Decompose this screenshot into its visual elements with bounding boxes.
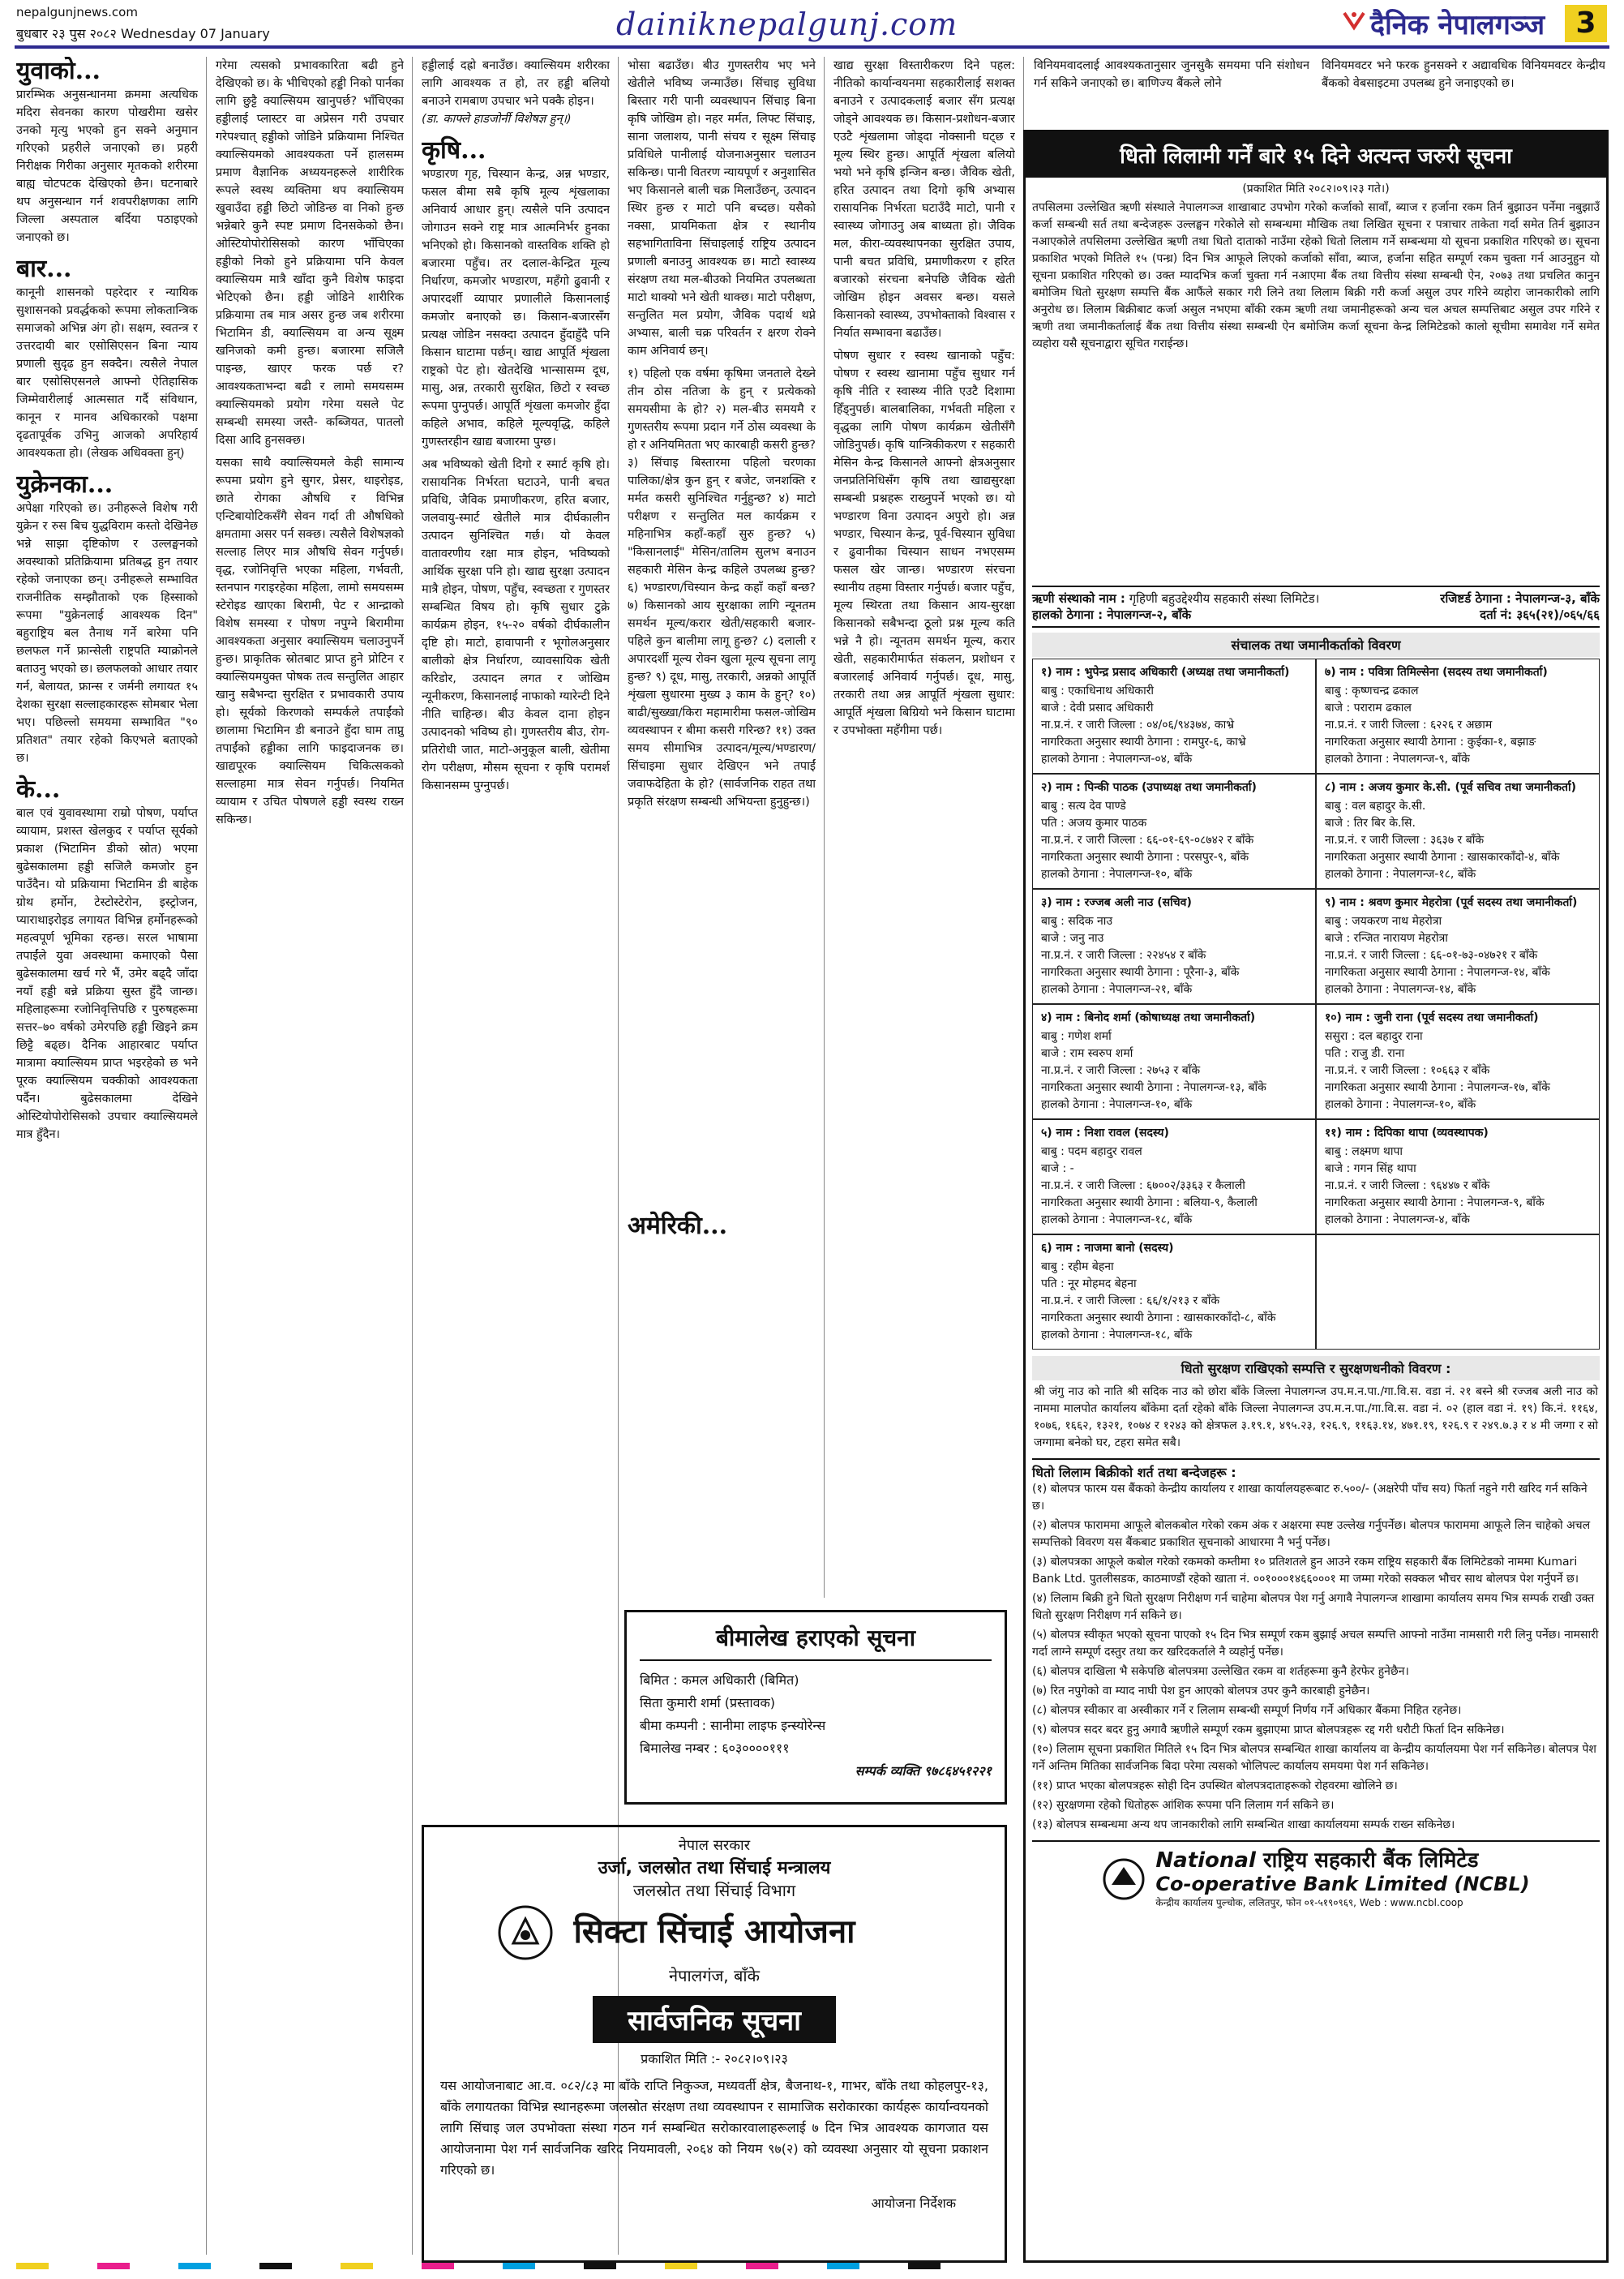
member-card <box>1316 774 1600 889</box>
article-text: अपेक्षा गरिएको छ। उनीहरूले विशेष गरी युक्रेन र रुस बिच युद्धविराम कस्तो देखिनेछ भन्ने साझा दृष्टिकोण र उल्लङ्घनको अवस्थाको प्रतिक्रियामा प्रतिबद्ध हुन तयार रहेको जनाएका छन्। उनीहरूले सम्भावित राजनीतिक सम्झौताको एक हिस्साको रूपमा "युक्रेनलाई आवश्यक दिन" बहुराष्ट्रिय बल तैनाथ गर्ने बारेमा पनि छलफल गर्ने फ्रान्सेली राष्ट्रपति म्याक्रोनले बताउनु भएको छ। छलफलको आधार तयार गर्न, बेलायत, फ्रान्स र जर्मनी लगायत १५ देशका सुरक्षा सल्लाहकारहरू सोमबार भेला भए। पछिल्लो समयमा सम्भावित "९० प्रतिशत" तयार रहेको किएभले बताएको छ। <box>16 502 198 765</box>
member-line: बाबु : पदम बहादुर रावल <box>1041 1145 1142 1158</box>
bank-logo-icon <box>1102 1857 1146 1901</box>
article-text: भण्डारण गृह, चिस्यान केन्द्र, अन्न भण्डार, फसल बीमा सबै कृषि मूल्य शृंखलाका अनिवार्य आधार हुन्। त्यसैले पनि उत्पादन जोगाउन सक्ने राष्ट्र मात्र आत्मनिर्भर हुनका भनिएको हो। किसानको वास्तविक शक्ति हो बजारमा पहुँच। तर दलाल-केन्द्रित मूल्य निर्धारण, कमजोर भण्डारण, महँगो ढुवानी र अपारदर्शी व्यापार प्रणालीले किसानलाई कमजोर बनाएको छ। किसान-बजारसँग प्रत्यक्ष जोडिन नसक्दा उत्पादन हुँदाहुँदै पनि किसान घाटामा पर्छन्। खाद्य आपूर्ति शृंखला राष्ट्रको पेट हो। खेतदेखि भान्सासम्म दूध, मासु, अन्न, तरकारी सुरक्षित, छिटो र स्वच्छ रूपमा पुग्नुपर्छ। आपूर्ति शृंखला कमजोर हुँदा कहिले अभाव, कहिले मूल्यवृद्धि, कहिले गुणस्तरहीन खाद्य बजारमा पुग्छ। <box>422 168 610 449</box>
member-line: ना.प्र.नं. र जारी जिल्ला : ३६३७ र बाँके <box>1325 834 1485 847</box>
column-divider <box>206 57 207 2255</box>
member-name: ९) नाम : श्रवण कुमार मेहरोत्रा (पूर्व सदस्य तथा जमानीकर्ता) <box>1325 896 1578 909</box>
condition-item: (६) बोलपत्र दाखिला भै सकेपछि बोलपत्रमा उल्लेखित रकम वा शर्तहरूमा कुनै हेरफेर हुनेछैन। <box>1032 1665 1409 1678</box>
member-name: ७) नाम : पवित्रा तिमिल्सेना (सदस्य तथा जमानीकर्ता) <box>1325 666 1548 679</box>
member-line: ना.प्र.नं. र जारी जिल्ला : ६७००२/३३६३ र कैलाली <box>1041 1179 1245 1192</box>
article-text: प्रारम्भिक अनुसन्धानमा क्रममा अत्यधिक मदिरा सेवनका कारण पोखरीमा खसेर उनको मृत्यु भएको हुन सक्ने अनुमान गरिएको प्रहरीले जनाएको छ। प्रहरी निरीक्षक गिरीका अनुसार मृतकको शरीरमा बाह्य चोटपटक देखिएको छैन। घटनाबारे थप अनुसन्धान गर्न शवपरीक्षणका लागि जिल्ला अस्पताल बर्दिया पठाइएको जनाएको छ। <box>16 88 198 244</box>
article-text: अब भविष्यको खेती दिगो र स्मार्ट कृषि हो। रासायनिक निर्भरता घटाउने, पानी बचत प्रविधि, जैविक प्रमाणीकरण, हरित बजार, जलवायु-स्मार्ट खेतीले मात्र दीर्घकालीन उत्पादन सुनिश्चित गर्छ। यो केवल वातावरणीय रक्षा मात्र होइन, भविष्यको आर्थिक सुरक्षा पनि हो। खाद्य सुरक्षा उत्पादन मात्रै होइन, पोषण, पहुँच, स्वच्छता र गुणस्तर सम्बन्धित विषय हो। कृषि सुधार टुक्रे कार्यक्रम होइन, १५-२० वर्षको दीर्घकालीन दृष्टि हो। माटो, हावापानी र भूगोलअनुसार बालीको क्षेत्र निर्धारण, व्यावसायिक खेती करिडोर, उत्पादन लगत र जोखिम न्यूनीकरण, किसानलाई नाफाको ग्यारेन्टी दिने नीति चाहिन्छ। बीउ केवल दाना होइन उत्पादनको भविष्य हो। गुणस्तरीय बीउ, रोग-प्रतिरोधी जात, माटो-अनुकूल बाली, खेतीमा रोग परीक्षण, मौसम सूचना र कृषि परामर्श किसानसम्म पुग्नुपर्छ। <box>422 458 610 792</box>
member-line: बाबु : सत्य देव पाण्डे <box>1041 800 1126 813</box>
condition-item: (१) बोलपत्र फारम यस बैंकको केन्द्रीय कार्यालय र शाखा कार्यालयहरूबाट रु.५००/- (अक्षरेपी पाँच सय) फिर्ता नहुने गरी खरिद गर्न सकिने छ। <box>1032 1483 1588 1513</box>
member-line: नागरिकता अनुसार स्थायी ठेगाना : खासकारकाँदो-८, बाँके <box>1041 1311 1276 1324</box>
column-2 <box>216 57 404 2255</box>
column-3 <box>422 57 610 1598</box>
article-text: कानूनी शासनको पहरेदार र न्यायिक सुशासनको प्रवर्द्धकको रूपमा लोकतान्त्रिक समाजको अभिन्न अंग हो। सक्षम, स्वतन्त्र र उत्तरदायी बार एसोसिएसन बिना न्याय प्रणाली सुदृढ हुन सक्दैन। त्यसैले नेपाल बार एसोसिएसनले आफ्नो ऐतिहासिक जिम्मेवारीलाई आत्मसात गर्दै संविधान, कानून र मानव अधिकारको पक्षमा दृढतापूर्वक उभिनु आजको अपरिहार्य आवश्यकता हो। (लेखक अधिवक्ता हुन्) <box>16 286 198 460</box>
condition-item: (१०) लिलाम सूचना प्रकाशित मितिले १५ दिन भित्र बोलपत्र सम्बन्धित शाखा कार्यालय वा केन्द्रीय कार्यालयमा पेश गर्न सकिनेछ। बोलपत्र पेश गर्ने अन्तिम मितिका सार्वजनिक बिदा परेमा त्यसको भोलिपल्ट कार्यालय समयमा पेश गर्न सकिनेछ। <box>1032 1743 1596 1773</box>
member-line: हालको ठेगाना : नेपालगन्ज-२१, बाँके <box>1041 983 1193 996</box>
insurance-contact: सम्पर्क व्यक्ति ९७८६४५१२२१ <box>855 1763 992 1779</box>
article-text: बाल एवं युवावस्थामा राम्रो पोषण, पर्याप्त व्यायाम, प्रशस्त खेलकुद र पर्याप्त सूर्यको प्रकाश (भिटामिन डीको स्रोत) भएमा बुढेसकालमा हड्डी सजिलै कमजोर हुन पाउँदैन। यो प्रक्रियामा भिटामिन डी बाहेक ग्रोथ हर्मोन, टेस्टोस्टेरोन, इस्ट्रोजन, प्याराथाइरोइड लगायत विभिन्न हर्मोनहरूको महत्वपूर्ण भूमिका रहन्छ। सरल भाषामा तपाईंले युवा अवस्थामा कमाएको पैसा बुढेसकालमा खर्च गरे भैं, उमेर बढ्दै जाँदा नयाँ हड्डी बन्ने प्रक्रिया सुस्त हुँदै जान्छ। महिलाहरूमा रजोनिवृत्तिपछि र पुरुषहरूमा सत्तर–७० वर्षको उमेरपछि हड्डी खिइने क्रम छिट्टै बढ्छ। दैनिक आहारबाट पर्याप्त मात्रामा क्याल्सियम प्राप्त भइरहेको छ भने पूरक क्याल्सियम चक्कीको आवश्यकता पर्दैन। बुढेसकालमा देखिने ओस्टियोपोरोसिसको उपचार क्याल्सियमले मात्र हुँदैन। <box>16 807 198 1141</box>
article-text: पोषण सुधार र स्वस्थ खानाको पहुँच: पोषण र स्वस्थ खानामा पहुँच सुधार गर्न कृषि नीति र स्वास्थ्य नीति एउटै दिशामा हिँड्नुपर्छ। बालबालिका, गर्भवती महिला र वृद्धका लागि पोषण कार्यक्रम खेतीसँगै जोडिनुपर्छ। कृषि यान्त्रिकीकरण र सहकारी मेसिन केन्द्र किसानले आफ्नो क्षेत्रअनुसार जनप्रतिनिधिसँग कृषि तथा खाद्यसुरक्षा सम्बन्धी प्रश्नहरू राख्नुपर्ने भएको छ। यो भण्डारण विना उत्पादन अपुरो हो। अन्न भण्डार, चिस्यान केन्द्र, पूर्व-चिस्यान सुविधा र ढुवानीका चिस्यान साधन नभएसम्म फसल खेर जान्छ। भण्डारण संरचना स्थानीय तहमा विस्तार गर्नुपर्छ। बजार पहुँच, मूल्य स्थिरता तथा किसान आय-सुरक्षा किसानको सबैभन्दा ठूलो प्रश्न मूल्य कति भन्ने नै हो। न्यूनतम समर्थन मूल्य, करार खेती, सहकारीमार्फत संकलन, प्रशोधन र बजारलाई अनिवार्य गर्नुपर्छ। दूध, मासु, तरकारी तथा अन्न आपूर्ति शृंखला सुधार: आपूर्ति शृंखला बिग्रियो भने किसान घाटामा र उपभोक्ता महँगीमा पर्छ। <box>833 350 1015 737</box>
member-line: पति : नूर मोहमद बेहना <box>1041 1277 1137 1290</box>
member-line: हालको ठेगाना : नेपालगन्ज-१०, बाँके <box>1325 1098 1476 1111</box>
member-line: ना.प्र.नं. र जारी जिल्ला : ०४/०६/९४३७४, काभ्रे <box>1041 719 1235 732</box>
condition-item: (११) प्राप्त भएका बोलपत्रहरू सोही दिन उपस्थित बोलपत्रदाताहरूको रोहवरमा खोलिने छ। <box>1032 1779 1398 1792</box>
member-name: ५) नाम : निशा रावल (सदस्य) <box>1041 1127 1169 1140</box>
department-name: जलस्रोत तथा सिंचाई विभाग <box>632 1881 796 1900</box>
member-line: नागरिकता अनुसार स्थायी ठेगाना : नेपालगन्ज-९, बाँके <box>1325 1196 1545 1209</box>
registration-number: दर्ता नं: ३६५(२१)/०६५/६६ <box>1480 607 1600 622</box>
condition-item: (५) बोलपत्र स्वीकृत भएको सूचना पाएको १५ दिन भित्र सम्पूर्ण रकम बुझाई अचल सम्पत्ति आफ्नो नाउँमा नामसारी गरी लिनु पर्नेछ। नामसारी गर्दा लाग्ने सम्पूर्ण दस्तुर तथा कर खरिदकर्ताले नै व्यहोर्नु पर्नेछ। <box>1032 1629 1599 1659</box>
article-heading: के... <box>16 775 61 804</box>
article-text: विनियमवटर भने फरक हुनसक्ने र अद्यावधिक विनियमवटर केन्द्रीय बैंकको वेबसाइटमा उपलब्ध हुने जनाइएको छ। <box>1322 59 1605 90</box>
member-line: बाजे : देवी प्रसाद अधिकारी <box>1041 702 1154 715</box>
conditions-title: धितो लिलाम बिक्रीको शर्त तथा बन्देजहरू : <box>1032 1458 1600 1481</box>
notice-body: यस आयोजनाबाट आ.व. ०८२/८३ मा बाँके राप्ति निकुञ्ज, मध्यवर्ती क्षेत्र, बैजनाथ-१, गाभर, बाँके तथा कोहलपुर-१३, बाँके लगायतका विभिन्न स्थानहरूमा जलस्रोत संरक्षण तथा व्यवस्थापन र सामाजिक सरोकारका कार्यहरू कार्यान्वयनको लागि सिंचाइ जल उपभोक्ता संस्था गठन गर्न सम्बन्धित सरोकारवालाहरूलाई ७ दिन भित्र आवश्यक कागजात यस आयोजनामा पेश गर्न सार्वजनिक खरिद नियमावली, २०६४ को नियम ९७(२) को व्यवस्था अनुसार यो सूचना प्रकाशन गरिएको छ। <box>440 2078 988 2178</box>
site-url[interactable]: dainiknepalgunj.com <box>616 6 958 42</box>
member-line: ना.प्र.नं. र जारी जिल्ला : ६६/१/२१३ र बाँके <box>1041 1294 1220 1307</box>
bank-footer <box>1032 1840 1600 1909</box>
office-name: सिक्टा सिंचाई आयोजना <box>573 1912 855 1951</box>
member-line: पति : अजय कुमार पाठक <box>1041 817 1147 830</box>
member-line: बाबु : रहीम बेहना <box>1041 1260 1114 1273</box>
member-card <box>1316 889 1600 1004</box>
member-name: ४) नाम : बिनोद शर्मा (कोषाध्यक्ष तथा जमानीकर्ता) <box>1041 1011 1256 1024</box>
member-line: हालको ठेगाना : नेपालगन्ज-१०, बाँके <box>1041 1098 1193 1111</box>
member-line: हालको ठेगाना : नेपालगन्ज-९, बाँके <box>1325 753 1470 766</box>
article-text: विनियमवादलाई आवश्यकतानुसार जुनसुकै समयमा पनि संशोधन गर्न सकिने जनाएको छ। बाणिज्य बैंकले लोने <box>1034 59 1309 90</box>
registered-address: रजिष्टर्ड ठेगाना : नेपालगन्ज-३, बाँके <box>1440 591 1600 606</box>
ministry-name: उर्जा, जलस्रोत तथा सिंचाई मन्त्रालय <box>598 1858 831 1878</box>
article-heading: कृषि... <box>422 136 486 165</box>
member-card <box>1032 659 1316 774</box>
insurance-line: सिता कुमारी शर्मा (प्रस्तावक) <box>640 1695 776 1710</box>
member-line: बाबु : वल बहादुर के.सी. <box>1325 800 1426 813</box>
insurance-notice-title: बीमालेख हराएको सूचना <box>640 1622 992 1661</box>
article-text: यसका साथै क्याल्सियमले केही सामान्य रूपमा प्रयोग हुने सुगर, प्रेसर, थाइरोइड, छाते रोगका औषधि र विभिन्न एन्टिबायोटिकसँगै सेवन गर्दा ती औषधिको क्षमतामा असर पर्न सक्छ। त्यसैले विशेषज्ञको सल्लाह लिएर मात्र औषधि सेवन गर्नुपर्छ। वृद्ध, रजोनिवृत्ति भएका महिला, गर्भवती, स्तनपान गराइरहेका महिला, लामो समयसम्म स्टेरोइड खाएका बिरामी, पेट र आन्द्राको विशेष समस्या र पोषण नपुग्ने बिरामीमा आवश्यकता अनुसार क्याल्सियम चलाउनुपर्ने हुन्छ। प्राकृतिक स्रोतबाट प्राप्त हुने प्रोटिन र क्याल्सियमयुक्त पोषक तत्व सन्तुलित आहार खानु सबैभन्दा सुरक्षित र प्रभावकारी उपाय हो। सूर्यको किरणको सम्पर्कले तपाईंको छालामा भिटामिन डी बनाउने हुँदा घाम ताप्नु तपाईंको हड्डीका लागि फाइदाजनक छ। खाद्यपूरक क्याल्सियम चिकित्सकको सल्लाहमा मात्र सेवन गर्नुपर्छ। नियमित व्यायाम र उचित पोषणले हड्डी स्वस्थ राख्न सकिन्छ। <box>216 457 404 826</box>
current-address: हालको ठेगाना : नेपालगन्ज-२, बाँके <box>1032 607 1192 622</box>
column-1 <box>16 57 198 2255</box>
members-title: संचालक तथा जमानीकर्ताको विवरण <box>1032 633 1600 657</box>
member-card <box>1316 1119 1600 1234</box>
member-card <box>1032 1119 1316 1234</box>
condition-item: (२) बोलपत्र फाराममा आफूले बोलकबोल गरेको रकम अंक र अक्षरमा स्पष्ट उल्लेख गर्नुपर्नेछ। बोलपत्र फाराममा आफूले लिन चाहेको अचल सम्पत्तिको विवरण यस बैंकबाट प्रकाशित सूचनाको आधारमा नै भर्नु पर्नेछ। <box>1032 1519 1591 1549</box>
paper-logo-icon <box>1342 10 1366 31</box>
article-text: १) पहिलो एक वर्षमा कृषिमा जनताले देख्ने तीन ठोस नतिजा के हुन् र प्रत्येकको समयसीमा के हो? २) मल-बीउ समयमै र गुणस्तरीय रूपमा प्रदान गर्ने ठोस व्यवस्था के हो र अनियमितता भए कारबाही कसरी हुन्छ? ३) सिंचाइ बिस्तारमा पहिलो चरणका पालिका/क्षेत्र कुन हुन् र बजेट, जनशक्ति र मर्मत कसरी सुनिश्चित गर्नुहुन्छ? ४) माटो परीक्षण र सन्तुलित मल कार्यक्रम र महिनाभित्र कहाँ-कहाँ सुरु हुन्छ? ५) "किसानलाई" मेसिन/तालिम सुलभ बनाउन सहकारी मेसिन केन्द्र कहिले उपलब्ध हुन्छ? ६) भण्डारण/चिस्यान केन्द्र कहाँ कहाँ बन्छ? ७) किसानको आय सुरक्षाका लागि न्यूनतम समर्थन मूल्य/करार खेती/सहकारी बजार-पहिले कुन बालीमा लागू हुन्छ? ८) दलाली र अपारदर्शी मूल्य रोक्न खुला मूल्य सूचना लागू हुन्छ? ९) दूध, मासु, तरकारी, अन्नको आपूर्ति शृंखला सुधारमा मुख्य ३ काम के हुन्? १०) बाढी/सुख्खा/किरा महामारीमा फसल-जोखिम व्यवस्थापन र बीमा कसरी गरिन्छ? ११) उक्त समय सीमाभित्र उत्पादन/मूल्य/भण्डारण/सिंचाइमा सुधार देखिएन भने तपाईं जवाफदेहिता के हो? (सार्वजनिक राहत तथा प्रकृति संरक्षण सम्बन्धी अभियन्ता हुनुहुन्छ।) <box>628 367 816 809</box>
member-line: हालको ठेगाना : नेपालगन्ज-१८, बाँके <box>1041 1213 1193 1226</box>
column-5 <box>833 57 1015 1598</box>
collateral-title: धितो सुरक्षण राखिएको सम्पत्ति र सुरक्षणधनीको विवरण : <box>1032 1356 1600 1380</box>
member-name: ६) नाम : नाजमा बानो (सदस्य) <box>1041 1242 1174 1255</box>
member-line: बाबु : एकाधिनाथ अधिकारी <box>1041 685 1155 697</box>
member-line: नागरिकता अनुसार स्थायी ठेगाना : खासकारकाँदो-४, बाँके <box>1325 851 1560 864</box>
member-line: बाजे : जनु नाउ <box>1041 932 1104 945</box>
insurance-line: बीमा कम्पनी : सानीमा लाइफ इन्स्योरेन्स <box>640 1718 826 1733</box>
article-text: भोसा बढाउँछ। बीउ गुणस्तरीय भए भने खेतीले भविष्य जन्माउँछ। सिंचाइ सुविधा बिस्तार गरी पानी व्यवस्थापन सिंचाइ बिना कृषि जोखिम हो। नहर मर्मत, लिफ्ट सिंचाइ, साना जलाशय, पानी संचय र सूक्ष्म सिंचाइ प्रविधिले पानीलाई योजनाअनुसार चलाउन सकिन्छ। पानी वितरण न्यायपूर्ण र अनुशासित भए किसानले बाली चक्र मिलाउँछन्, उत्पादन स्थिर हुन्छ र माटो पनि बच्दछ। यसैको नक्सा, प्रायमिकता क्षेत्र र स्थानीय सहभागिताविना सिंचाइलाई राष्ट्रिय उत्पादन प्रणाली बनाउनु आवश्यक छ। माटो स्वास्थ्य संरक्षण तथा मल-बीउको नियमित उपलब्धता माटो थाक्यो भने खेती थाक्छ। माटो परीक्षण, सन्तुलित मल प्रयोग, जैविक पदार्थ थप्ने अभ्यास, बाली चक्र परिवर्तन र क्षरण रोक्ने काम अनिवार्य छन्। <box>628 59 816 358</box>
member-line: ना.प्र.नं. र जारी जिल्ला : २७५३ र बाँके <box>1041 1064 1201 1077</box>
bank-name-en2: Co-operative Bank Limited (NCBL) <box>1155 1873 1530 1895</box>
member-line: बाबु : जयकरण नाथ मेहरोत्रा <box>1325 915 1442 928</box>
article-heading: अमेरिकी... <box>628 1212 728 1240</box>
member-line: बाजे : रन्जित नारायण मेहरोत्रा <box>1325 932 1448 945</box>
member-line: नागरिकता अनुसार स्थायी ठेगाना : नेपालगन्ज-१४, बाँके <box>1325 966 1550 979</box>
public-notice-title: सार्वजनिक सूचना <box>593 1996 836 2043</box>
member-line: ना.प्र.नं. र जारी जिल्ला : ६६-०१-७३-०४७२१ र बाँके <box>1325 949 1538 962</box>
article-text: खाद्य सुरक्षा विस्तारीकरण दिने पहल: नीतिको कार्यान्वयनमा सहकारीलाई सशक्त बनाउने र उत्पादकलाई बजार सँग प्रत्यक्ष जोड्ने आवश्यक छ। किसान-प्रशोधन-बजार एउटै शृंखलामा जोड्दा नोक्सानी घट्छ र मूल्य स्थिर हुन्छ। आपूर्ति शृंखला बलियो भयो भने कृषि इन्जिन बन्छ। जैविक खेती, हरित उत्पादन तथा दिगो कृषि अभ्यास रासायनिक निर्भरता घटाउँदै माटो, पानी र स्वास्थ्य जोगाउनु अब बाध्यता हो। जैविक मल, कीरा-व्यवस्थापनका सुरक्षित उपाय, पानी बचत प्रविधि, प्रमाणीकरण र हरित बजारको संरचना बनेपछि जैविक खेती जोखिम होइन अवसर बन्छ। यसले किसानको स्वास्थ्य, उपभोक्ताको विश्वास र निर्यात सम्भावना बढाउँछ। <box>833 59 1015 340</box>
member-line: ससुरा : दल बहादुर राना <box>1325 1030 1423 1043</box>
insurance-line: बिमालेख नम्बर : ६०३००००१११ <box>640 1740 790 1756</box>
member-card-empty <box>1316 1234 1600 1350</box>
members-grid <box>1032 659 1600 1350</box>
member-card <box>1032 774 1316 889</box>
member-name: १०) नाम : जुनी राना (पूर्व सदस्य तथा जमानीकर्ता) <box>1325 1011 1539 1024</box>
member-line: नागरिकता अनुसार स्थायी ठेगाना : कुईका-१, बझाङ <box>1325 736 1536 749</box>
member-card <box>1316 1004 1600 1119</box>
member-line: पति : राजु डी. राना <box>1325 1047 1405 1060</box>
condition-item: (४) लिलाम बिक्री हुने धितो सुरक्षण निरीक्षण गर्न चाहेमा बोलपत्र पेश गर्नु अगावै नेपालगन्ज शाखामा कार्यालय समय भित्र सम्पर्क राखी उक्त धितो सुरक्षण निरीक्षण गर्न सकिने छ। <box>1032 1592 1595 1622</box>
article-text: हड्डीलाई दह्रो बनाउँछ। क्याल्सियम शरीरका लागि आवश्यक त हो, तर हड्डी बलियो बनाउने रामबाण उपचार भने पक्कै होइन। <box>422 59 610 108</box>
condition-item: (१२) सुरक्षणमा रहेको धितोहरू आंशिक रूपमा पनि लिलाम गर्न सकिने छ। <box>1032 1799 1335 1812</box>
member-name: ३) नाम : रज्जब अली नाउ (सचिव) <box>1041 896 1192 909</box>
member-line: बाजे : तिर बिर के.सि. <box>1325 817 1416 830</box>
member-line: हालको ठेगाना : नेपालगन्ज-१४, बाँके <box>1325 983 1476 996</box>
member-line: हालको ठेगाना : नेपालगन्ज-१८, बाँके <box>1325 868 1476 881</box>
member-card <box>1032 1234 1316 1350</box>
publish-date: प्रकाशित मिति :- २०८२।०९।२३ <box>641 2051 788 2067</box>
member-line: ना.प्र.नं. र जारी जिल्ला : ६२२६ र अछाम <box>1325 719 1493 732</box>
member-line: नागरिकता अनुसार स्थायी ठेगाना : बलिया-९, कैलाली <box>1041 1196 1258 1209</box>
borrower-name: गृहिणी बहुउद्देश्यीय सहकारी संस्था लिमिटेड। <box>1129 591 1320 606</box>
member-line: हालको ठेगाना : नेपालगन्ज-४, बाँके <box>1325 1213 1470 1226</box>
member-line: बाजे : पराराम ढकाल <box>1325 702 1412 715</box>
collateral-text: श्री जंगु नाउ को नाति श्री सदिक नाउ को छोरा बाँके जिल्ला नेपालगन्ज उप.म.न.पा./गा.वि.स. वडा नं. २१ बस्ने श्री रज्जब अली नाउ को नाममा मालपोत कार्यालय बाँकेमा दर्ता रहेको बाँके जिल्ला नेपालगन्ज उप.म.न.पा./गा.वि.स. वडा नं. ०२ (हाल वडा नं. १९) कि.नं. ११६४, १०७६, १६६२, १३२१, १०७४ र १२४३ को क्षेत्रफल ३.१९.१, ४९५.२३, १२६.९, ११६३.१४, ४७१.१९, १२६.९ र २४९.७.३ र ४ मी जग्गा र सो जग्गामा बनेको घर, टहरा समेत सबै। <box>1034 1385 1598 1449</box>
conditions-list <box>1032 1481 1600 1834</box>
site-name[interactable]: nepalgunjnews.com <box>16 5 138 19</box>
member-line: ना.प्र.नं. र जारी जिल्ला : ६६-०१-६९-०८७४२ र बाँके <box>1041 834 1254 847</box>
bank-name-en: National <box>1155 1848 1256 1873</box>
member-card <box>1032 889 1316 1004</box>
auction-date: (प्रकाशित मिति २०८२।०९।२३ गते।) <box>1242 182 1390 195</box>
member-name: १) नाम : भुपेन्द्र प्रसाद अधिकारी (अध्यक्ष तथा जमानीकर्ता) <box>1041 666 1290 679</box>
insurance-line: बिमित : कमल अधिकारी (बिमित) <box>640 1672 799 1688</box>
condition-item: (३) बोलपत्रका आफूले कबोल गरेको रकमको कम्तीमा १० प्रतिशतले हुन आउने रकम राष्ट्रिय सहकारी बैंक लिमिटेडको नाममा Kumari Bank Ltd. पुतलीसडक, काठमाण्डौं रहेको खाता नं. ००१०००१४६६०००१ मा जम्मा गरेको सक्कल भौचर साथ बोलपत्र पेश गर्नुपर्ने छ। <box>1032 1556 1579 1586</box>
member-name: ११) नाम : दिपिका थापा (व्यवस्थापक) <box>1325 1127 1489 1140</box>
member-line: ना.प्र.नं. र जारी जिल्ला : २२४५४ र बाँके <box>1041 949 1206 962</box>
auction-notice <box>1023 130 1609 2263</box>
office-location: नेपालगंज, बाँके <box>669 1966 760 1985</box>
bank-name-np: राष्ट्रिय सहकारी बैंक लिमिटेड <box>1262 1848 1479 1873</box>
print-marks <box>16 2263 1605 2271</box>
member-card <box>1316 659 1600 774</box>
notice-signatory: आयोजना निर्देशक <box>871 2195 956 2211</box>
article-heading: युक्रेनका... <box>16 470 114 499</box>
auction-intro: तपसिलमा उल्लेखित ऋणी संस्थाले नेपालगञ्ज शाखाबाट उपभोग गरेको कर्जाको सावाँ, ब्याज र हर्जाना रकम तिर्न बुझाउन पर्नेमा नबुझाउँ कर्जा सम्बन्धी सर्त तथा बन्देजहरू उल्लङ्घन गरेकोले सो सम्बन्धमा मौखिक तथा लिखित सूचना र पत्राचार ताकेता गर्दा समेत तिर्न बुझाउन नआएकोले तपसिलमा उल्लेखित ऋणी तथा धितो दाताको नाउँमा रहेको धितो लिलाम गर्ने सम्बन्धमा यो सूचना प्रकाशित गरिएको छ। सूचना प्रकाशित भएको मितिले १५ (पन्ध्र) दिन भित्र आफूले लिएको कर्जाको साँवा, ब्याज, हर्जाना सहित सम्पूर्ण रकम चुक्ता गर्न आउनुहुन यो सूचना प्रकाशित गरिएको छ। उक्त म्यादभित्र कर्जा चुक्ता गर्न नआएमा बैंक तथा वित्तीय संस्था सम्बन्धी ऐन, २०७३ तथा प्रचलित कानुन बमोजिम धितो सुरक्षण सम्पत्ति बैंक आफैंले सकार गरी लिने तथा लिलाम बिक्री गरी कर्जा असुल उपर गरिने व्यहोरा जानकारीको लागि अनुरोध छ। लिलाम बिक्रीबाट कर्जा असुल नभएमा बाँकी रकम ऋणी तथा जमानीहरूको अन्य चल अचल सम्पत्तिबाट असुल उपर गरिने र ऋणी तथा जमानीकर्तालाई बैंक तथा वित्तीय संस्था सम्बन्धी ऐन बमोजिम कर्जा सूचना केन्द्र लिमिटेडको कालो सूचीमा समावेश गर्ने समेत व्यहोरा यसै सूचनाद्वारा सूचित गराईन्छ। <box>1032 201 1600 350</box>
member-name: ८) नाम : अजय कुमार के.सी. (पूर्व सचिव तथा जमानीकर्ता) <box>1325 781 1577 794</box>
member-line: बाबु : गणेश शर्मा <box>1041 1030 1112 1043</box>
paper-name: दैनिक नेपालगञ्ज <box>1370 9 1545 41</box>
member-line: हालको ठेगाना : नेपालगन्ज-१०, बाँके <box>1041 868 1193 881</box>
insurance-notice <box>624 1610 1007 1805</box>
member-line: नागरिकता अनुसार स्थायी ठेगाना : नेपालगन्ज-१३, बाँके <box>1041 1081 1266 1094</box>
member-line: बाबु : कृष्णचन्द्र ढकाल <box>1325 685 1419 697</box>
irrigation-notice <box>422 1825 1007 2263</box>
member-line: नागरिकता अनुसार स्थायी ठेगाना : पूरैना-३, बाँके <box>1041 966 1240 979</box>
article-heading: युवाको... <box>16 57 101 85</box>
auction-title: धितो लिलामी गर्नें बारे १५ दिने अत्यन्त जरुरी सूचना <box>1026 132 1606 178</box>
member-line: ना.प्र.नं. र जारी जिल्ला : १०६६३ र बाँके <box>1325 1064 1490 1077</box>
member-line: नागरिकता अनुसार स्थायी ठेगाना : नेपालगन्ज-१७, बाँके <box>1325 1081 1550 1094</box>
article-byline: (डा. काफ्ले हाडजोर्नी विशेषज्ञ हुन्।) <box>422 113 572 126</box>
condition-item: (८) बोलपत्र स्वीकार वा अस्वीकार गर्ने र लिलाम सम्बन्धी सम्पूर्ण निर्णय गर्ने अधिकार बैंकमा निहित रहनेछ। <box>1032 1704 1462 1717</box>
column-4 <box>628 57 816 1598</box>
member-line: नागरिकता अनुसार स्थायी ठेगाना : परसपुर-९, बाँके <box>1041 851 1249 864</box>
member-line: बाजे : - <box>1041 1162 1074 1175</box>
column-divider <box>412 57 413 2255</box>
member-line: बाजे : गगन सिंह थापा <box>1325 1162 1416 1175</box>
member-line: ना.प्र.नं. र जारी जिल्ला : ९६४४७ र बाँके <box>1325 1179 1490 1192</box>
article-text: गरेमा त्यसको प्रभावकारिता बढी हुने देखिएको छ। के भीचिएको हड्डी निको पार्नका लागि छुट्टै क्याल्सियम खानुपर्छ? भाँचिएका हड्डीलाई प्लास्टर वा अप्रेसन गरी उपचार गरेपश्चात् हड्डीको जोडिने प्रक्रियामा निश्चित क्याल्सियमको आवश्यकता पर्ने हालसम्म प्रमाण वैज्ञानिक अध्ययनहरूले शारीरिक रूपले स्वस्थ व्यक्तिमा थप क्याल्सियम खुवाउँदा हड्डी छिटो जोडिन्छ वा निको हुन्छ भन्नेबारे कुनै स्पष्ट प्रमाण दिनसकेको छैन। ओस्टियोपोरोसिसको कारण भाँचिएका हड्डीको निको हुने प्रक्रियामा पनि केवल क्याल्सियम मात्रै खाँदा कुनै विशेष फाइदा भेटिएको छैन। हड्डी जोडिने शारीरिक प्रक्रियामा तब मात्र असर हुन्छ जब शरीरमा भिटामिन डी, क्याल्सियम वा अन्य सूक्ष्म खनिजको कमी हुन्छ। बजारमा सजिलै पाइन्छ, खाएर फरक पर्छ र? आवश्यकताभन्दा बढी र लामो समयसम्म क्याल्सियमको प्रयोग गरेमा यसले पेट सम्बन्धी समस्या जस्तै- कब्जियत, पातलो दिसा आदि हुनसक्छ। <box>216 59 404 447</box>
member-name: २) नाम : पिन्की पाठक (उपाध्यक्ष तथा जमानीकर्ता) <box>1041 781 1257 794</box>
article-heading: बार... <box>16 255 72 283</box>
bank-address: केन्द्रीय कार्यालय पुल्चोक, ललितपुर, फोन ०१-५१९०९६९, Web : www.ncbl.coop <box>1155 1897 1463 1908</box>
member-line: बाजे : राम स्वरुप शर्मा <box>1041 1047 1133 1060</box>
column-divider <box>824 57 825 1598</box>
gov-name: नेपाल सरकार <box>678 1837 751 1854</box>
borrower-label: ऋणी संस्थाको नाम : <box>1032 591 1125 606</box>
condition-item: (९) बोलपत्र सदर बदर हुनु अगावै ऋणीले सम्पूर्ण रकम बुझाएमा प्राप्त बोलपत्रहरू रद्द गरी धरौटी फिर्ता दिन सकिनेछ। <box>1032 1723 1505 1736</box>
page-number: 3 <box>1565 5 1607 42</box>
nepal-emblem-icon <box>497 1904 554 1961</box>
condition-item: (७) रित नपुगेको वा म्याद नाघी पेश हुन आएको बोलपत्र उपर कुनै कारबाही हुनेछैन। <box>1032 1685 1370 1697</box>
member-line: बाबु : लक्ष्मण थापा <box>1325 1145 1403 1158</box>
condition-item: (१३) बोलपत्र सम्बन्धमा अन्य थप जानकारीको लागि सम्बन्धित शाखा कार्यालयमा सम्पर्क राख्न सकिनेछ। <box>1032 1818 1455 1831</box>
member-line: हालको ठेगाना : नेपालगन्ज-१८, बाँके <box>1041 1328 1193 1341</box>
member-line: नागरिकता अनुसार स्थायी ठेगाना : रामपुर-६, काभ्रे <box>1041 736 1246 749</box>
member-line: बाबु : सदिक नाउ <box>1041 915 1113 928</box>
issue-date: बुधबार २३ पुस २०८२ Wednesday 07 January <box>16 26 270 41</box>
member-card <box>1032 1004 1316 1119</box>
member-line: हालको ठेगाना : नेपालगन्ज-०४, बाँके <box>1041 753 1193 766</box>
masthead-rule <box>15 45 1609 49</box>
